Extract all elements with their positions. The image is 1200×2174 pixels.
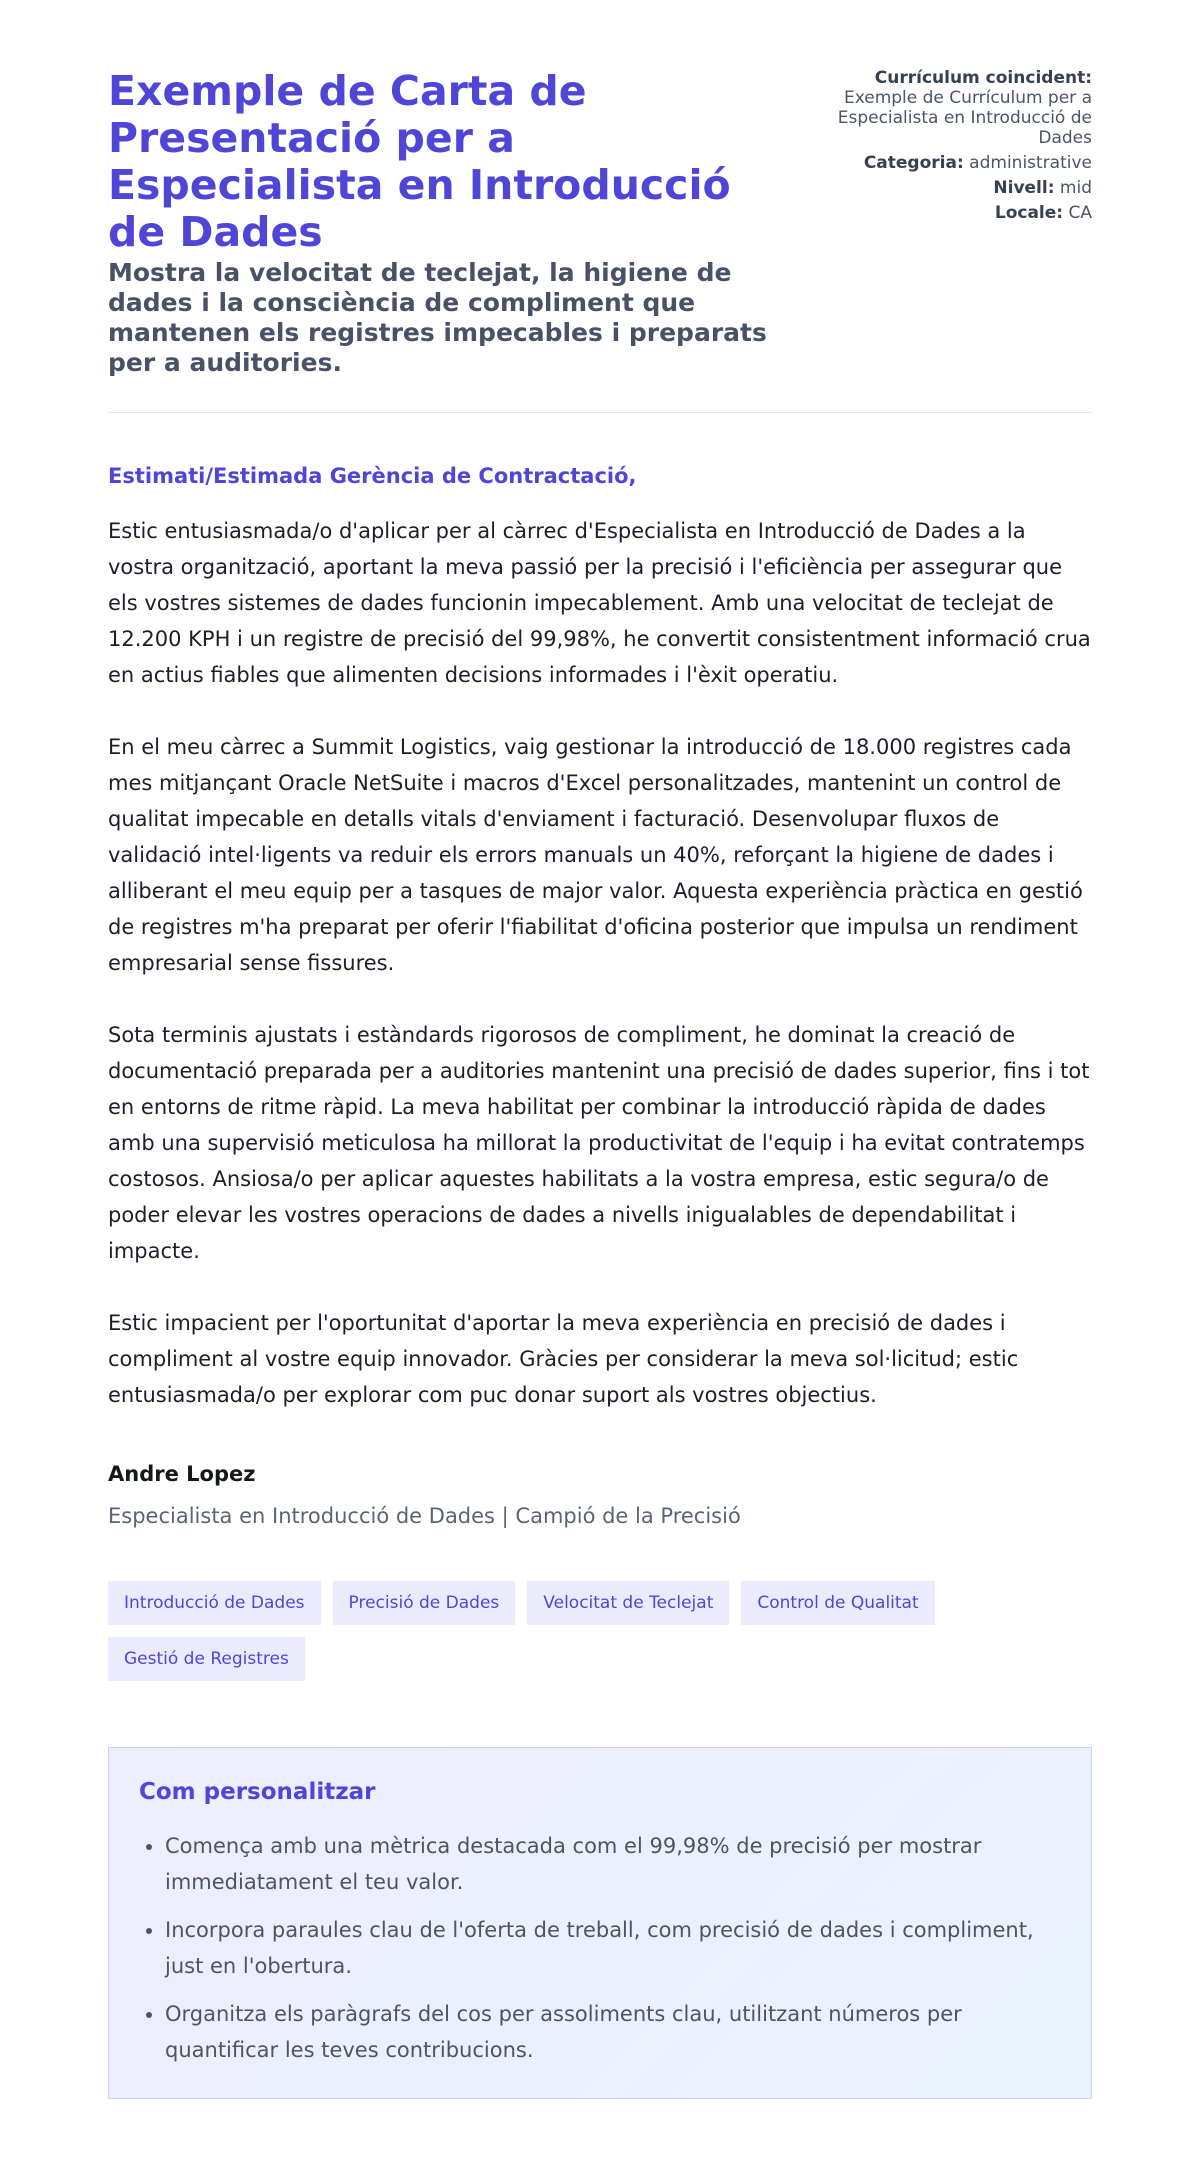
page-title: Exemple de Carta de Presentació per a Especialista en Introducció de Dades <box>108 67 731 256</box>
skill-tags <box>108 1581 1008 1681</box>
letter-signature <box>108 1461 1092 1529</box>
meta-level-value: mid <box>1059 178 1092 198</box>
letter-paragraph: Estic entusiasmada/o d'aplicar per al càrrec d'Especialista en Introducció de Dades a la vostra organització, aportant la meva passió per la precisió i l'eficiència per assegurar que els vostres sistemes de dades funcionin impecablement. Amb una velocitat de teclejat de 12.200 KPH i un registre de precisió del 99,98%, he convertit consistentment informació crua en actius fiables que alimenten decisions informades i l'èxit operatiu. <box>108 519 1091 687</box>
document-meta <box>822 68 1092 228</box>
tips-item: • Incorpora paraules clau de l'oferta de treball, com precisió de dades i compliment, just en l'obertura. <box>165 1912 1061 1984</box>
meta-category-label: Categoria: <box>863 153 964 173</box>
meta-locale-value: CA <box>1068 203 1092 223</box>
signature-name: Andre Lopez <box>108 1462 256 1486</box>
signature-title: Especialista en Introducció de Dades | Campió de la Precisió <box>108 1504 741 1528</box>
meta-category-value: administrative <box>969 153 1092 173</box>
letter-body <box>108 513 1092 1413</box>
customization-tips <box>108 1747 1092 2099</box>
meta-matching-resume <box>822 68 1092 148</box>
skill-tag: Velocitat de Teclejat <box>527 1581 729 1625</box>
tips-item: • Comença amb una mètrica destacada com el 99,98% de precisió per mostrar immediatament el teu valor. <box>165 1828 1061 1900</box>
skill-tag: Precisió de Dades <box>333 1581 516 1625</box>
header-title-block <box>108 68 796 378</box>
tips-list <box>139 1828 1061 2068</box>
skill-tag: Gestió de Registres <box>108 1637 305 1681</box>
document-header <box>108 68 1092 378</box>
letter-paragraph: Sota terminis ajustats i estàndards rigorosos de compliment, he dominat la creació de documentació preparada per a auditories mantenint una precisió de dades superior, fins i tot en entorns de ritme ràpid. La meva habilitat per combinar la introducció ràpida de dades amb una supervisió meticulosa ha millorat la productivitat de l'equip i ha evitat contratemps costosos. Ansiosa/o per aplicar aquestes habilitats a la vostra empresa, estic segura/o de poder elevar les vostres operacions de dades a nivells inigualables de dependabilitat i impacte. <box>108 1023 1090 1263</box>
tips-item: • Organitza els paràgrafs del cos per assoliments clau, utilitzant números per quantificar les teves contribucions. <box>165 1996 1061 2068</box>
tips-title: Com personalitzar <box>139 1779 376 1805</box>
page-subtitle: Mostra la velocitat de teclejat, la higiene de dades i la consciència de compliment que mantenen els registres impecables i preparats per a auditories. <box>108 258 767 377</box>
letter-paragraph: En el meu càrrec a Summit Logistics, vaig gestionar la introducció de 18.000 registres cada mes mitjançant Oracle NetSuite i macros d'Excel personalitzades, mantenint un control de qualitat impecable en detalls vitals d'enviament i facturació. Desenvolupar fluxos de validació intel·ligents va reduir els errors manuals un 40%, reforçant la higiene de dades i alliberant el meu equip per a tasques de major valor. Aquesta experiència pràctica en gestió de registres m'ha preparat per oferir l'fiabilitat d'oficina posterior que impulsa un rendiment empresarial sense fissures. <box>108 735 1083 975</box>
skill-tag: Introducció de Dades <box>108 1581 321 1625</box>
meta-resume-label: Currículum coincident: <box>874 68 1092 88</box>
letter-salutation: Estimati/Estimada Gerència de Contractació, <box>108 464 637 488</box>
meta-locale <box>822 203 1092 223</box>
skill-tag: Control de Qualitat <box>741 1581 934 1625</box>
header-divider <box>108 412 1092 413</box>
letter-paragraph: Estic impacient per l'oportunitat d'aportar la meva experiència en precisió de dades i compliment al vostre equip innovador. Gràcies per considerar la meva sol·licitud; estic entusiasmada/o per explorar com puc donar suport als vostres objectius. <box>108 1311 1019 1407</box>
meta-level <box>822 178 1092 198</box>
meta-resume-value: Exemple de Currículum per a Especialista en Introducció de Dades <box>837 88 1092 148</box>
meta-category <box>822 153 1092 173</box>
meta-level-label: Nivell: <box>993 178 1055 198</box>
letter <box>108 463 1092 1529</box>
meta-locale-label: Locale: <box>994 203 1064 223</box>
